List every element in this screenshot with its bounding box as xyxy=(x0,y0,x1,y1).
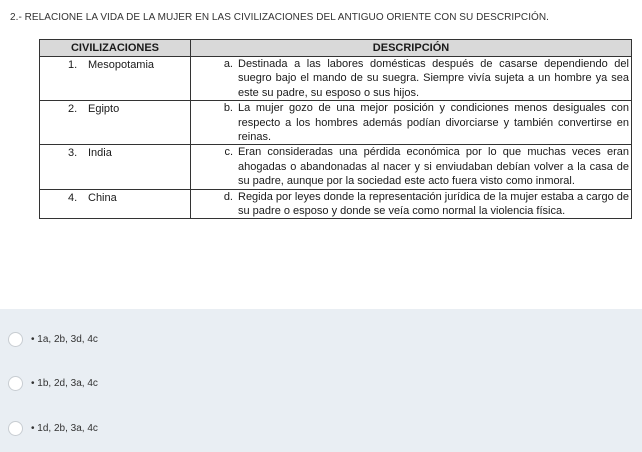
civilization-cell xyxy=(40,145,191,189)
table-row xyxy=(40,189,632,219)
description-cell xyxy=(191,57,632,101)
civilization-number: 2. xyxy=(68,103,78,116)
table-row xyxy=(40,145,632,189)
description-text: Destinada a las labores domésticas después de casarse dependiendo del suegro bajo el mando de su suegra. Siempre vivía sujeta a un hombre ya sea este su padre, su esposo o sus hijos. xyxy=(238,58,629,99)
radio-button[interactable] xyxy=(8,332,23,347)
civilizations-table xyxy=(39,39,632,219)
description-text: Regida por leyes donde la representación jurídica de la mujer estaba a cargo de su padre o esposo y donde se veía como normal la violencia física. xyxy=(238,190,629,218)
civilization-name: Egipto xyxy=(88,103,120,116)
description-letter: c. xyxy=(224,146,233,159)
civilization-cell xyxy=(40,57,191,101)
description-cell xyxy=(191,101,632,145)
civilization-name: India xyxy=(88,147,112,160)
table-row xyxy=(40,101,632,145)
answer-options-panel xyxy=(0,309,642,452)
header-civilizaciones: CIVILIZACIONES xyxy=(40,40,191,57)
description-cell xyxy=(191,189,632,219)
answer-option-label[interactable]: • 1d, 2b, 3a, 4c xyxy=(31,422,98,434)
answer-option-2[interactable] xyxy=(8,374,98,392)
description-letter: d. xyxy=(223,190,233,203)
answer-option-label[interactable]: • 1a, 2b, 3d, 4c xyxy=(31,333,98,345)
civilization-number: 1. xyxy=(68,59,78,71)
civilization-name: Mesopotamia xyxy=(88,59,155,71)
answer-option-3[interactable] xyxy=(8,419,98,437)
radio-button[interactable] xyxy=(8,376,23,391)
civilization-cell xyxy=(40,189,191,219)
civilization-name: China xyxy=(88,191,117,204)
description-cell xyxy=(191,145,632,189)
description-text: La mujer gozo de una mejor posición y condiciones menos desiguales con respecto a los hombres además podían divorciarse y también convertirse en reinas. xyxy=(238,102,629,144)
question-text: 2.- RELACIONE LA VIDA DE LA MUJER EN LAS CIVILIZACIONES DEL ANTIGUO ORIENTE CON SU DESCRIPCIÓN. xyxy=(10,12,549,23)
description-text: Eran consideradas una pérdida económica por lo que muchas veces eran ahogadas o abandonadas al nacer y si enviudaban debían volver a la casa de su padre, aunque por la sociedad este acto fuera visto como inmoral. xyxy=(238,146,629,188)
header-descripcion: DESCRIPCIÓN xyxy=(191,40,632,57)
answer-option-1[interactable] xyxy=(8,330,98,348)
table-header-row xyxy=(40,40,632,57)
civilization-cell xyxy=(40,101,191,145)
radio-button[interactable] xyxy=(8,421,23,436)
description-letter: a. xyxy=(223,58,233,70)
table-row xyxy=(40,57,632,101)
civilization-number: 3. xyxy=(68,147,78,160)
description-letter: b. xyxy=(223,102,233,115)
civilization-number: 4. xyxy=(68,191,78,204)
answer-option-label[interactable]: • 1b, 2d, 3a, 4c xyxy=(31,377,98,389)
